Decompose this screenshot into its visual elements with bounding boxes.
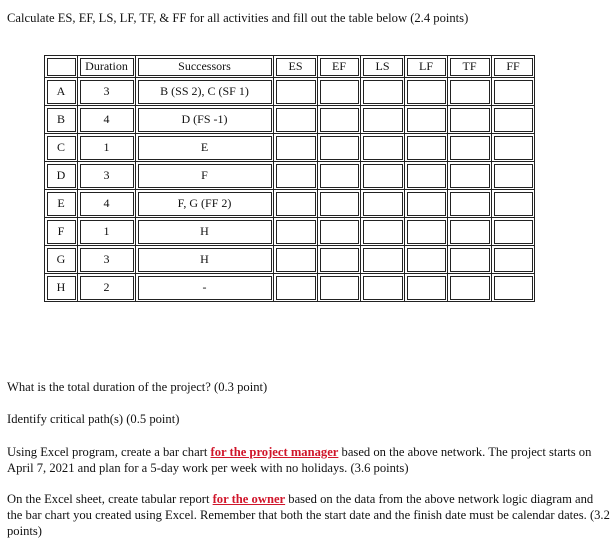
ef-cell[interactable]	[318, 274, 361, 302]
ff-cell[interactable]	[492, 162, 535, 190]
table-row	[45, 78, 535, 106]
es-cell[interactable]	[274, 134, 318, 162]
header-lf: LF	[405, 56, 448, 78]
ls-cell[interactable]	[361, 162, 405, 190]
duration-cell: 4	[78, 190, 136, 218]
ls-cell[interactable]	[361, 78, 405, 106]
activity-cell: E	[45, 190, 78, 218]
es-cell[interactable]	[274, 218, 318, 246]
instruction-text: based on the above network. The project starts on April 7, 2021 and plan for a 5-day work per week with no holidays. (3.6 points)	[7, 445, 592, 475]
instruction-text: On the Excel sheet, create tabular report	[7, 492, 213, 506]
header-successors: Successors	[136, 56, 274, 78]
ef-cell[interactable]	[318, 190, 361, 218]
ef-cell[interactable]	[318, 246, 361, 274]
activity-cell: G	[45, 246, 78, 274]
instruction-tabular-report	[7, 491, 611, 539]
successors-cell: F, G (FF 2)	[136, 190, 274, 218]
activity-table	[44, 55, 535, 302]
lf-cell[interactable]	[405, 190, 448, 218]
header-ef: EF	[318, 56, 361, 78]
es-cell[interactable]	[274, 106, 318, 134]
table-row	[45, 218, 535, 246]
instruction-bar-chart	[7, 444, 611, 476]
tf-cell[interactable]	[448, 162, 492, 190]
table-row	[45, 190, 535, 218]
duration-cell: 4	[78, 106, 136, 134]
successors-cell: D (FS -1)	[136, 106, 274, 134]
successors-cell: F	[136, 162, 274, 190]
ls-cell[interactable]	[361, 218, 405, 246]
tf-cell[interactable]	[448, 134, 492, 162]
duration-cell: 3	[78, 78, 136, 106]
project-manager-link[interactable]: for the project manager	[210, 445, 339, 459]
ff-cell[interactable]	[492, 246, 535, 274]
ef-cell[interactable]	[318, 106, 361, 134]
tf-cell[interactable]	[448, 218, 492, 246]
es-cell[interactable]	[274, 162, 318, 190]
header-tf: TF	[448, 56, 492, 78]
activity-cell: B	[45, 106, 78, 134]
ls-cell[interactable]	[361, 190, 405, 218]
header-activity	[45, 56, 78, 78]
lf-cell[interactable]	[405, 218, 448, 246]
successors-cell: E	[136, 134, 274, 162]
table-row	[45, 134, 535, 162]
ls-cell[interactable]	[361, 246, 405, 274]
assignment-heading: Calculate ES, EF, LS, LF, TF, & FF for all activities and fill out the table below (2.4 points)	[7, 11, 469, 25]
ff-cell[interactable]	[492, 106, 535, 134]
successors-cell: -	[136, 274, 274, 302]
lf-cell[interactable]	[405, 78, 448, 106]
activity-cell: F	[45, 218, 78, 246]
lf-cell[interactable]	[405, 162, 448, 190]
header-ls: LS	[361, 56, 405, 78]
successors-cell: H	[136, 246, 274, 274]
header-ff: FF	[492, 56, 535, 78]
es-cell[interactable]	[274, 246, 318, 274]
ef-cell[interactable]	[318, 218, 361, 246]
header-duration: Duration	[78, 56, 136, 78]
ff-cell[interactable]	[492, 78, 535, 106]
es-cell[interactable]	[274, 78, 318, 106]
tf-cell[interactable]	[448, 274, 492, 302]
activity-cell: A	[45, 78, 78, 106]
lf-cell[interactable]	[405, 106, 448, 134]
question-total-duration: What is the total duration of the project? (0.3 point)	[7, 380, 268, 394]
duration-cell: 3	[78, 162, 136, 190]
ls-cell[interactable]	[361, 274, 405, 302]
owner-link[interactable]: for the owner	[212, 492, 286, 506]
tf-cell[interactable]	[448, 246, 492, 274]
instruction-text: based on the data from the above network logic diagram and the bar chart you created using Excel. Remember that both the start date and the finish date must be calendar dates. (3.2 points)	[7, 492, 610, 538]
ff-cell[interactable]	[492, 190, 535, 218]
table-row	[45, 246, 535, 274]
successors-cell: B (SS 2), C (SF 1)	[136, 78, 274, 106]
tf-cell[interactable]	[448, 78, 492, 106]
es-cell[interactable]	[274, 274, 318, 302]
lf-cell[interactable]	[405, 246, 448, 274]
ff-cell[interactable]	[492, 218, 535, 246]
lf-cell[interactable]	[405, 274, 448, 302]
table-header-row	[45, 56, 535, 78]
duration-cell: 3	[78, 246, 136, 274]
successors-cell: H	[136, 218, 274, 246]
duration-cell: 1	[78, 134, 136, 162]
activity-cell: D	[45, 162, 78, 190]
activity-cell: C	[45, 134, 78, 162]
ff-cell[interactable]	[492, 134, 535, 162]
tf-cell[interactable]	[448, 190, 492, 218]
ff-cell[interactable]	[492, 274, 535, 302]
ls-cell[interactable]	[361, 106, 405, 134]
activity-cell: H	[45, 274, 78, 302]
duration-cell: 1	[78, 218, 136, 246]
instruction-text: Using Excel program, create a bar chart	[7, 445, 211, 459]
ef-cell[interactable]	[318, 162, 361, 190]
es-cell[interactable]	[274, 190, 318, 218]
ls-cell[interactable]	[361, 134, 405, 162]
question-critical-path: Identify critical path(s) (0.5 point)	[7, 412, 180, 426]
ef-cell[interactable]	[318, 134, 361, 162]
header-es: ES	[274, 56, 318, 78]
table-row	[45, 162, 535, 190]
table-row	[45, 274, 535, 302]
duration-cell: 2	[78, 274, 136, 302]
ef-cell[interactable]	[318, 78, 361, 106]
table-row	[45, 106, 535, 134]
lf-cell[interactable]	[405, 134, 448, 162]
tf-cell[interactable]	[448, 106, 492, 134]
